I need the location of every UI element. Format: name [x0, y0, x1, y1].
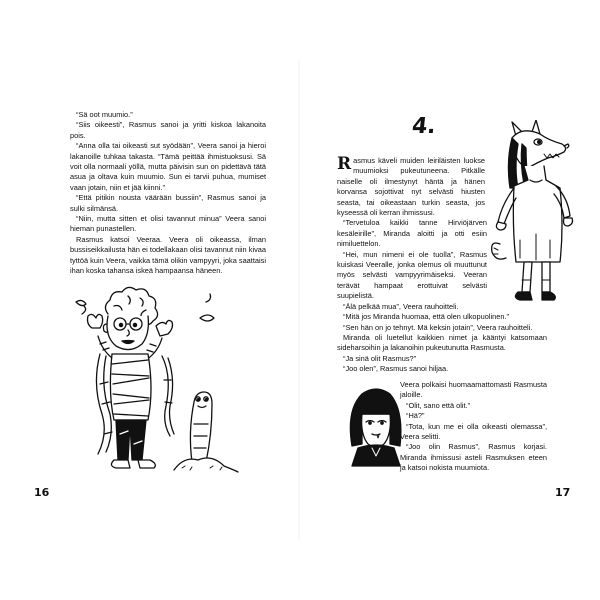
paragraph: “Olit, sano että olit.” — [406, 400, 471, 410]
paragraph: “Tervetuloa kaikki tanne Hirviöjärven kesäleirille”, Miranda aloitti ja otti esiin nimiluettelon. — [337, 218, 487, 249]
paragraph: “Siis oikeesti”, Rasmus sanoi ja yritti kiskoa lakanoita pois. — [70, 120, 266, 140]
right-page — [300, 0, 600, 600]
paragraph: Miranda oli luetellut kaikkien nimet ja kääntyi katsomaan sideharsoihin ja lakanoihin pukeutunutta Rasmusta. — [337, 332, 547, 353]
right-page-text-lower — [400, 380, 547, 474]
left-page-text — [70, 110, 266, 277]
vampire-girl-illustration — [344, 386, 406, 468]
page-number: 17 — [555, 486, 571, 499]
paragraph: “Tota, kun me ei olla oikeasti olemassa”, Veera selitti. — [400, 421, 547, 442]
paragraph: “Sä oot muumio.” — [76, 110, 133, 119]
paragraph: “Sen hän on jo tehnyt. Mä keksin jotain”, Veera rauhoitteli. — [343, 322, 533, 332]
paragraph-drop-cap — [337, 156, 485, 218]
paragraph: “Anna olla tai oikeasti sut syödään”, Veera sanoi ja hieroi lakanoille tuhkaa takasta. “Tämä peittää ihmistuoksusi. Sä voit olla normaali yöllä, mutta päivisin sun on pidettävä tätä asua ja oltava kuin muumio. Sun ei tarvii puhua, mumiset vaan jotain, niin et jää kiinni.” — [70, 141, 266, 192]
paragraph: “Mitä jos Miranda huomaa, että olen ulkopuolinen.” — [343, 312, 509, 322]
paragraph-text: asmus käveli muiden leiriläisten luokse muumioksi pukeutuneena. Pitkälle naiselle oli ilmestynyt häntä ja hänen korvansa sojottivat nyt selvästi hiusten seasta, tai oikeastaan turkin seasta, jos kyseessä oli kerran ihmissusi. — [337, 156, 485, 218]
paragraph: “Että pitikin nousta väärään bussiin”, Rasmus sanoi ja sulki silmänsä. — [70, 193, 266, 213]
drop-cap: R — [337, 154, 352, 174]
paragraph: “Hä?” — [406, 411, 425, 421]
paragraph: “Ja sinä olit Rasmus?” — [343, 353, 417, 363]
paragraph: “Niin, mutta sitten et olisi tavannut minua” Veera sanoi hieman punastellen. — [70, 214, 266, 234]
paragraph: “Joo olin Rasmus”, Rasmus korjasi. Miranda ihmissusi asteli Rasmuksen eteen ja katsoi nokista muumiota. — [400, 442, 547, 473]
paragraph: “Joo olen”, Rasmus sanoi hiljaa. — [343, 364, 449, 374]
mummy-boy-illustration — [70, 284, 240, 479]
right-page-text-upper — [337, 156, 547, 375]
chapter-number: 4. — [410, 114, 437, 139]
paragraph: “Älä pelkää mua”, Veera rauhoitteli. — [343, 301, 459, 311]
page-number: 16 — [34, 486, 50, 499]
paragraph: “Hei, mun nimeni ei ole tuolla”, Rasmus kuiskasi Veeralle, jonka olemus oli muuttunut myös selvästi vampyyrimäiseksi. Veeran terävät hampaat erottuivat selvästi suupielistä. — [337, 249, 487, 301]
paragraph: Veera polkaisi huomaamattomasti Rasmusta jaloille. — [400, 380, 547, 400]
paragraph: Rasmus katsoi Veeraa. Veera oli oikeassa, ilman bussiseikkailusta hän ei todellakaan olisi tavannut niin kivaa tyttöä kuin Veera, vaikka tämä olikin vampyyri, joka saattaisi ihan koska tahansa iskeä hampaansa häneen. — [70, 234, 266, 276]
